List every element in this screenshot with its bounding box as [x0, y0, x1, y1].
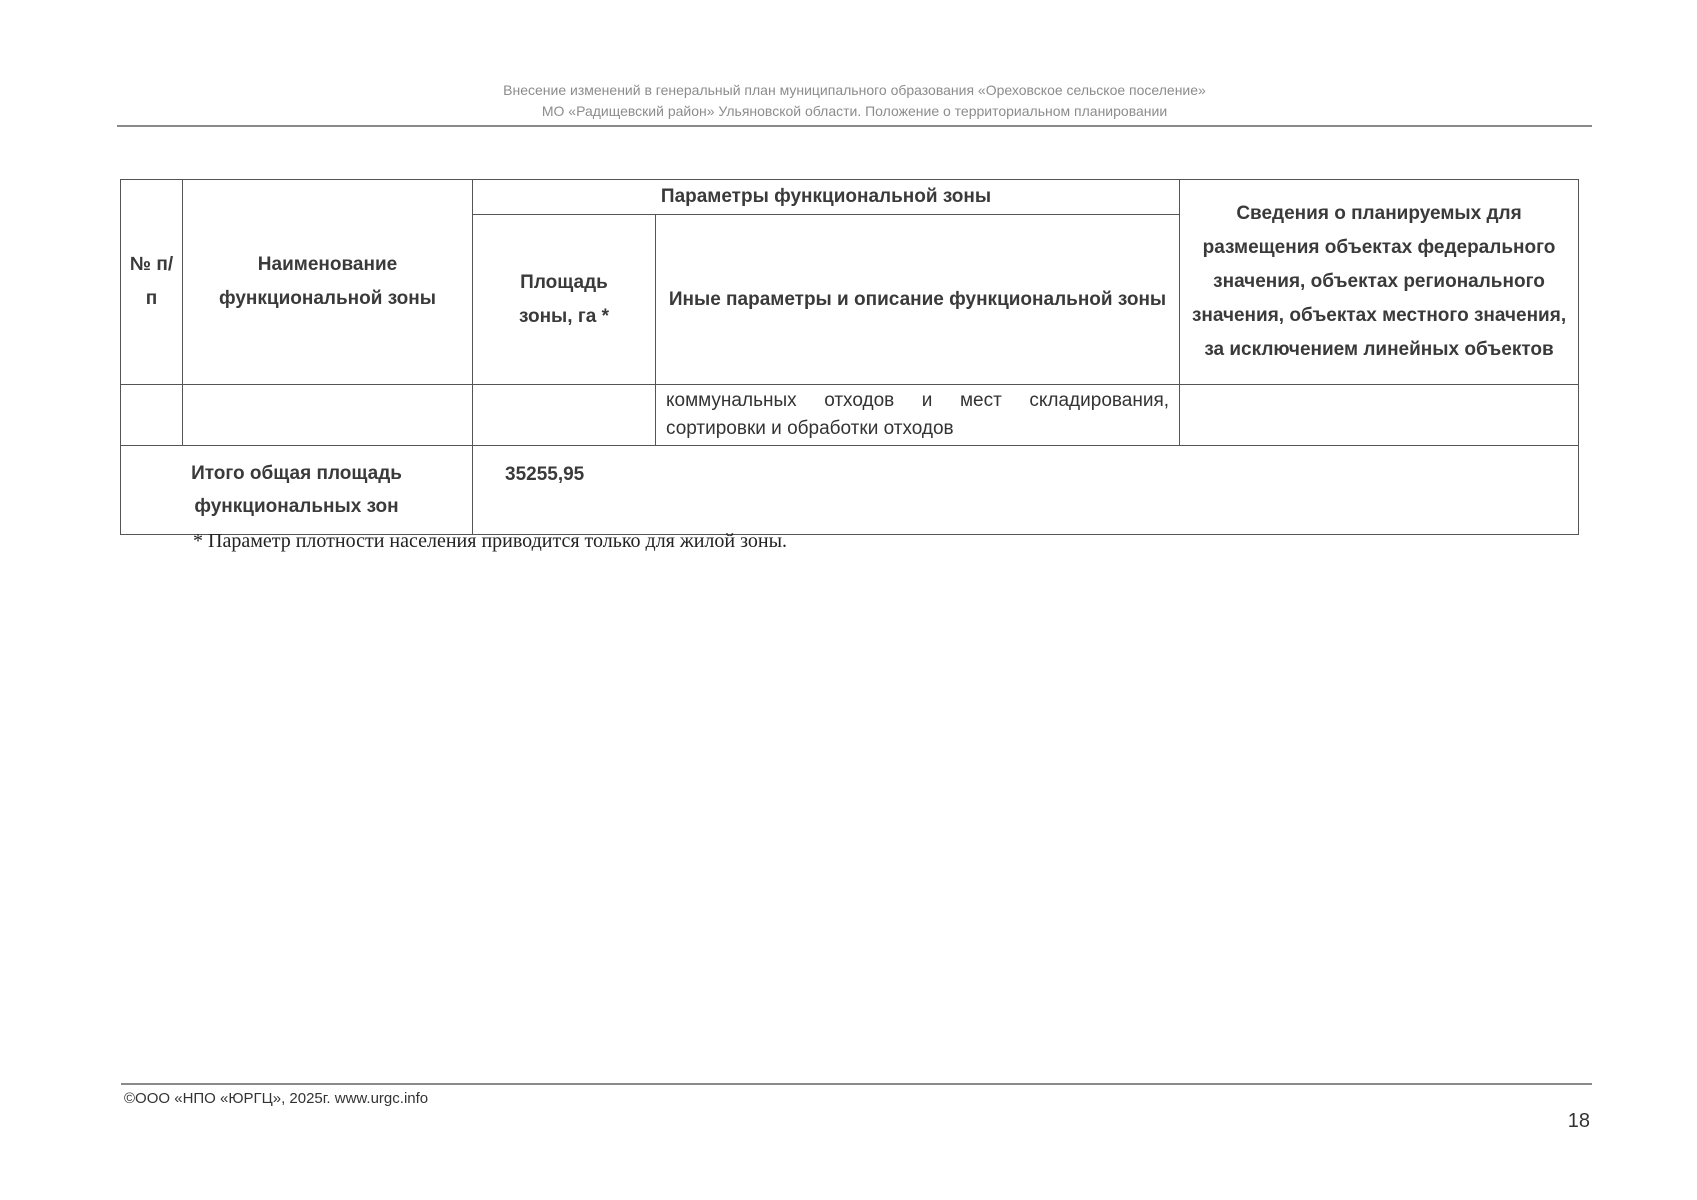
footer-copyright: ©ООО «НПО «ЮРГЦ», 2025г. www.urgc.info: [124, 1090, 429, 1107]
header-zone-area: Площадь зоны, га *: [473, 215, 656, 385]
header-other-parameters: Иные параметры и описание функциональной зоны: [656, 215, 1180, 385]
table-header-row: [121, 180, 1579, 215]
table-row: [121, 385, 1579, 446]
functional-zones-table: [120, 179, 1579, 535]
header-zone-name: Наименование функциональной зоны: [183, 180, 473, 385]
footnote: * Параметр плотности населения приводится только для жилой зоны.: [193, 530, 788, 552]
document-header: [117, 80, 1592, 122]
page-number: 18: [1567, 1110, 1590, 1132]
header-planned-objects: Сведения о планируемых для размещения объектах федерального значения, объектах регионального значения, объектах местного значения, за исключением линейных объектов: [1180, 180, 1579, 385]
total-area-label: Итого общая площадь функциональных зон: [121, 446, 473, 535]
total-area-value: 35255,95: [473, 446, 1579, 535]
header-zone-parameters: Параметры функциональной зоны: [473, 180, 1180, 215]
row-area-cell: [473, 385, 656, 446]
footer-divider: [121, 1083, 1592, 1085]
header-line-1: Внесение изменений в генеральный план муниципального образования «Ореховское сельское поселение»: [503, 82, 1206, 98]
header-divider: [117, 125, 1592, 127]
row-number-cell: [121, 385, 183, 446]
row-name-cell: [183, 385, 473, 446]
row-planned-objects-cell: [1180, 385, 1579, 446]
header-number: № п/п: [121, 180, 183, 385]
row-description-cell: коммунальных отходов и мест складирования, сортировки и обработки отходов: [656, 385, 1180, 446]
header-line-2: МО «Радищевский район» Ульяновской области. Положение о территориальном планировании: [541, 103, 1168, 119]
table-total-row: [121, 446, 1579, 535]
